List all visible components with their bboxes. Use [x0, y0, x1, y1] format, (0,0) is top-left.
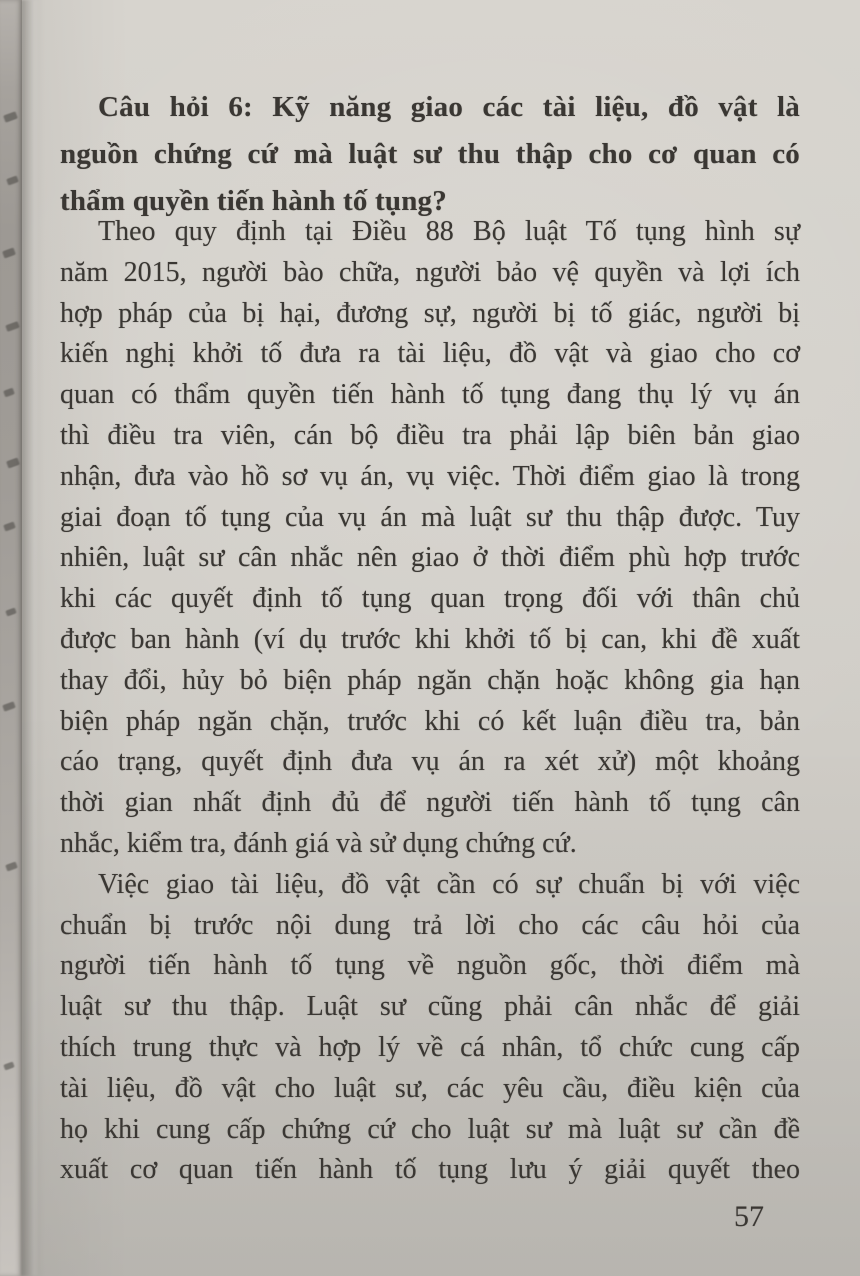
page-edge-mark [5, 861, 18, 871]
heading-line: thẩm quyền tiến hành tố tụng? [60, 185, 447, 217]
body-text-line: thì điều tra viên, cán bộ điều tra phải lập biên bản giao [60, 419, 800, 451]
body-text-line: xuất cơ quan tiến hành tố tụng lưu ý giải quyết theo [60, 1154, 800, 1186]
page-edge-mark [2, 701, 16, 711]
body-text-line: quan có thẩm quyền tiến hành tố tụng đang thụ lý vụ án [60, 379, 800, 411]
body-text-line: cáo trạng, quyết định đưa vụ án ra xét xử) một khoảng [60, 746, 800, 778]
page-edge-mark [5, 607, 16, 616]
body-text [60, 212, 800, 1191]
paragraph-2 [60, 865, 800, 1191]
body-text-line: hợp pháp của bị hại, đương sự, người bị tố giác, người bị [60, 297, 800, 329]
page-edge-mark [6, 175, 19, 185]
page-gutter-crease [21, 0, 39, 1276]
page-number: 57 [734, 1200, 764, 1233]
body-text-line: họ khi cung cấp chứng cứ cho luật sư mà luật sư cần đề [60, 1113, 800, 1145]
page-edge-mark [6, 457, 20, 468]
body-text-line: năm 2015, người bào chữa, người bảo vệ quyền và lợi ích [60, 256, 800, 288]
body-text-line: Theo quy định tại Điều 88 Bộ luật Tố tụng hình sự [98, 216, 800, 247]
body-text-line: được ban hành (ví dụ trước khi khởi tố bị can, khi đề xuất [60, 623, 800, 655]
body-text-line: khi các quyết định tố tụng quan trọng đối với thân chủ [60, 583, 800, 615]
body-text-line: thay đổi, hủy bỏ biện pháp ngăn chặn hoặc không gia hạn [60, 664, 800, 696]
body-text-line: Việc giao tài liệu, đồ vật cần có sự chuẩn bị với việc [98, 868, 800, 900]
page-edge-mark [3, 521, 16, 531]
page-edge-mark [5, 321, 20, 332]
body-text-line: nhiên, luật sư cân nhắc nên giao ở thời điểm phù hợp trước [60, 542, 800, 574]
body-text-line: kiến nghị khởi tố đưa ra tài liệu, đồ vật và giao cho cơ [60, 338, 800, 370]
heading-line: Câu hỏi 6: Kỹ năng giao các tài liệu, đồ vật là [98, 91, 800, 123]
paragraph-1 [60, 212, 800, 865]
body-text-line: giai đoạn tố tụng của vụ án mà luật sư thu thập được. Tuy [60, 501, 800, 533]
heading-line: nguồn chứng cứ mà luật sư thu thập cho cơ quan có [60, 138, 800, 170]
body-text-line: biện pháp ngăn chặn, trước khi có kết luận điều tra, bản [60, 705, 800, 737]
page-edge-mark [2, 247, 16, 258]
page-edge-mark [3, 388, 15, 398]
book-binding-edge [0, 0, 22, 1276]
body-text-line: thời gian nhất định đủ để người tiến hành tố tụng cân [60, 787, 800, 819]
body-text-line: người tiến hành tố tụng về nguồn gốc, thời điểm mà [60, 950, 800, 982]
body-text-line: nhận, đưa vào hồ sơ vụ án, vụ việc. Thời điểm giao là trong [60, 460, 800, 492]
body-text-line: chuẩn bị trước nội dung trả lời cho các câu hỏi của [60, 909, 800, 941]
body-text-line: luật sư thu thập. Luật sư cũng phải cân nhắc để giải [60, 991, 800, 1023]
question-heading [60, 84, 800, 225]
body-text-line: nhắc, kiểm tra, đánh giá và sử dụng chứng cứ. [60, 827, 577, 859]
page-edge-mark [3, 111, 18, 122]
body-text-line: thích trung thực và hợp lý về cá nhân, tổ chức cung cấp [60, 1031, 800, 1063]
page-edge-mark [3, 1061, 14, 1070]
body-text-line: tài liệu, đồ vật cho luật sư, các yêu cầu, điều kiện của [60, 1072, 800, 1104]
